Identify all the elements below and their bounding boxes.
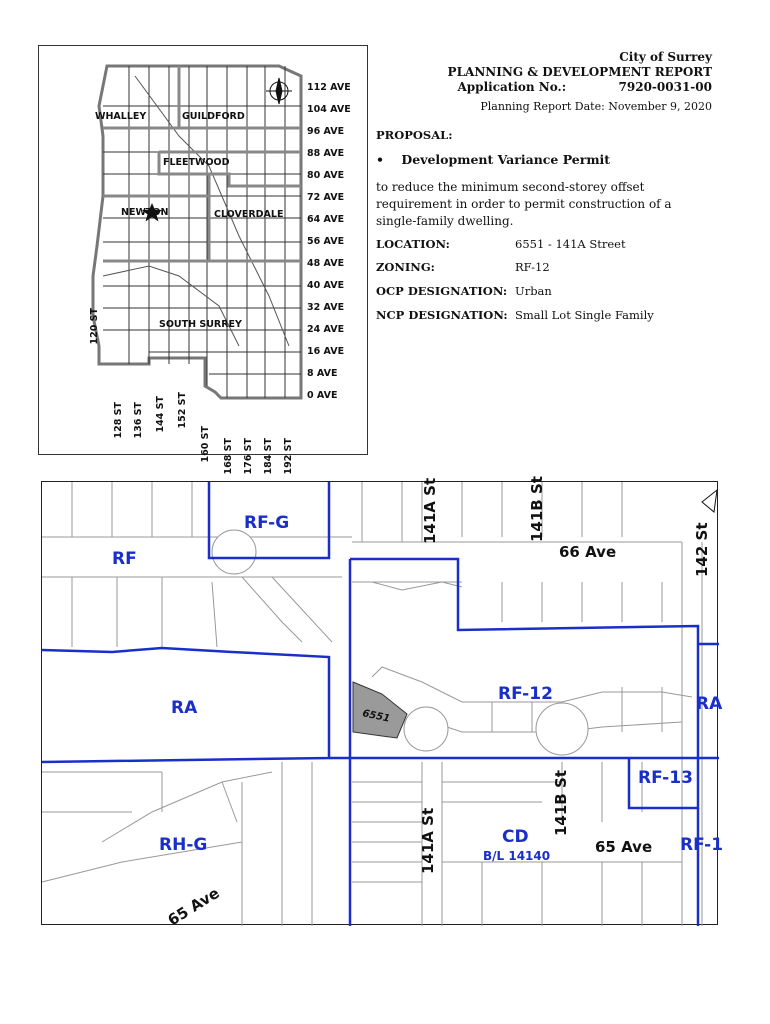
avenue-label: 40 AVE — [307, 280, 345, 291]
zone-label: RA — [171, 698, 198, 718]
town-centre-label: SOUTH SURREY — [159, 319, 242, 330]
avenue-label: 24 AVE — [307, 324, 345, 335]
field-location — [376, 237, 626, 251]
field-value: 6551 - 141A Street — [515, 237, 626, 251]
street-name-label: 66 Ave — [559, 543, 617, 561]
avenue-label: 32 AVE — [307, 302, 345, 313]
avenue-label: 0 AVE — [307, 390, 338, 401]
field-key: NCP DESIGNATION: — [376, 308, 508, 322]
avenue-label: 104 AVE — [307, 104, 351, 115]
street-label: 128 ST — [113, 402, 124, 439]
proposal-label: PROPOSAL: — [376, 128, 453, 142]
field-ncp — [376, 308, 654, 322]
bullet-icon: • — [376, 152, 402, 167]
town-centre-label: WHALLEY — [95, 111, 147, 122]
avenue-label: 8 AVE — [307, 368, 338, 379]
bylaw-label: B/L 14140 — [483, 849, 551, 863]
street-name-label: 141B St — [552, 770, 570, 836]
proposal-bullet — [376, 152, 610, 167]
application-label: Application No.: — [457, 80, 567, 94]
field-ocp — [376, 284, 552, 298]
subject-lot-label: 6551 — [361, 708, 391, 725]
field-value: Small Lot Single Family — [515, 308, 654, 322]
field-zoning — [376, 260, 550, 274]
key-map-drawing — [39, 46, 369, 456]
street-label: 152 ST — [177, 392, 188, 429]
street-label: 160 ST — [200, 426, 211, 463]
application-number: 7920-0031-00 — [618, 80, 712, 94]
town-centre-label: FLEETWOOD — [163, 157, 230, 168]
avenue-label: 72 AVE — [307, 192, 345, 203]
street-name-label: 141A St — [421, 477, 439, 544]
field-key: OCP DESIGNATION: — [376, 284, 508, 298]
avenue-label: 112 AVE — [307, 82, 351, 93]
zone-label: RF-1 — [680, 835, 724, 855]
report-title: PLANNING & DEVELOPMENT REPORT — [447, 65, 712, 79]
zoning-map — [41, 476, 724, 930]
zoning-map-drawing — [42, 476, 724, 930]
town-centre-label: GUILDFORD — [182, 111, 245, 122]
field-key: LOCATION: — [376, 237, 450, 251]
street-label: 136 ST — [133, 402, 144, 439]
street-name-label: 65 Ave — [595, 838, 653, 856]
street-label: 144 ST — [155, 396, 166, 433]
street-name-label: 65 Ave — [164, 883, 223, 930]
key-map — [38, 45, 368, 475]
street-label: 192 ST — [283, 438, 294, 475]
avenue-label: 80 AVE — [307, 170, 345, 181]
org-name: City of Surrey — [619, 50, 712, 64]
proposal-section — [376, 128, 716, 142]
proposal-description: to reduce the minimum second-storey offset requirement in order to permit construction of a single-family dwelling. — [376, 180, 672, 228]
zone-label: RH-G — [159, 835, 208, 855]
report-date: Planning Report Date: November 9, 2020 — [480, 100, 712, 113]
town-centre-label: CLOVERDALE — [214, 209, 284, 220]
town-centre-label: NEWTON — [121, 207, 169, 218]
avenue-label: 64 AVE — [307, 214, 345, 225]
street-name-label: 142 St — [693, 522, 711, 577]
street-label: 184 ST — [263, 438, 274, 475]
zone-label: CD — [502, 827, 529, 847]
zone-label: RF — [112, 549, 137, 569]
proposal-permit: Development Variance Permit — [401, 152, 611, 167]
zone-label: RF-12 — [498, 684, 553, 704]
street-label: 168 ST — [223, 438, 234, 475]
field-value: RF-12 — [515, 260, 550, 274]
zone-label: RF-G — [244, 513, 290, 533]
field-value: Urban — [515, 284, 552, 298]
street-label: 176 ST — [243, 438, 254, 475]
street-name-label: 141A St — [419, 807, 437, 874]
street-label: 120 ST — [89, 308, 100, 345]
zone-label: RF-13 — [638, 768, 693, 788]
field-key: ZONING: — [376, 260, 435, 274]
avenue-label: 56 AVE — [307, 236, 345, 247]
avenue-label: 96 AVE — [307, 126, 345, 137]
avenue-label: 16 AVE — [307, 346, 345, 357]
report-header — [448, 50, 712, 114]
application-row — [448, 80, 712, 95]
zone-label: RA — [696, 694, 723, 714]
avenue-label: 88 AVE — [307, 148, 345, 159]
street-name-label: 141B St — [528, 476, 546, 542]
avenue-label: 48 AVE — [307, 258, 345, 269]
